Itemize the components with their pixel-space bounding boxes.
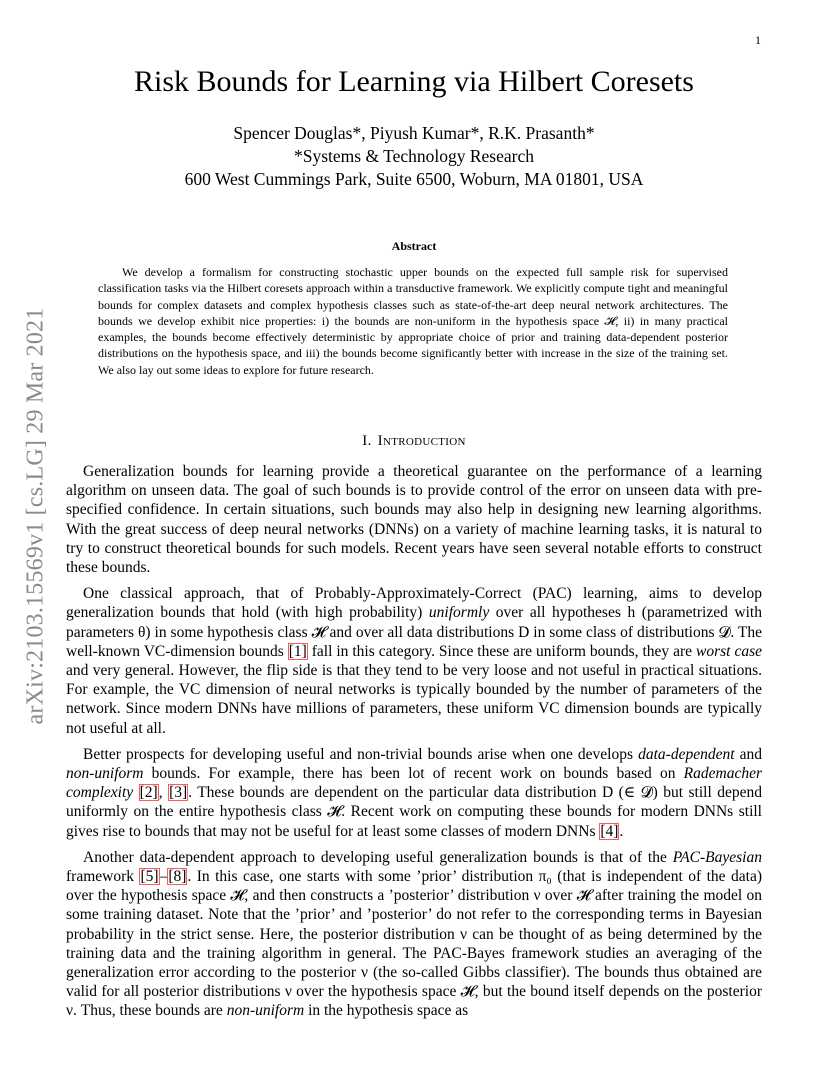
text-run: .	[619, 822, 624, 840]
author-block	[66, 122, 762, 191]
text-run: One classical approach, that of Probably-Approximately-Correct (PAC) learning, aims to develop generalization bounds that hold (with high probability)	[66, 585, 762, 622]
citation-link-5[interactable]: [5]	[140, 868, 159, 886]
paragraph-3	[66, 745, 762, 841]
emphasis: data-dependent	[638, 745, 735, 763]
citation-link-3[interactable]: [3]	[169, 784, 188, 802]
abstract-heading: Abstract	[391, 239, 437, 253]
paragraph-2	[66, 584, 762, 738]
text-run: . In this case, one starts with some ’prior’ distribution π₀ (that is independent of the data) over the hypothesis space 𝓗, and then constructs a ’posterior’ distribution ν over 𝓗 after training the model on some training dataset. Note that the ’prior’ and ’posterior’ do not refer to the corresponding terms in Bayesian probability in the strict sense. Here, the posterior distribution ν can be thought of as being determined by the training data and the training algorithm in general. The PAC-Bayes framework studies an averaging of the generalization error according to the posterior ν (the so-called Gibbs classifier). The bounds thus obtained are valid for all posterior distributions ν over the hypothesis space 𝓗, but the bound itself depends on the posterior ν. Thus, these bounds are	[66, 868, 762, 1020]
paper-title: Risk Bounds for Learning via Hilbert Coresets	[134, 65, 694, 98]
citation-link-4[interactable]: [4]	[600, 822, 619, 840]
text-run	[133, 784, 138, 801]
text-run: over all hypotheses h (parametrized with parameters θ) in some hypothesis class 𝓗 and over all data distributions D in some class of distributions 𝓓. The well-known VC-dimension bounds	[66, 604, 762, 660]
emphasis: Rademacher complexity	[66, 765, 762, 802]
emphasis: non-uniform	[66, 765, 144, 783]
affiliation: *Systems & Technology Research	[293, 146, 534, 166]
text-run: ,	[158, 784, 169, 802]
author-names: Spencer Douglas*, Piyush Kumar*, R.K. Prasanth*	[233, 123, 595, 143]
text-run: and	[734, 745, 762, 763]
section-title: Introduction	[377, 433, 466, 449]
emphasis: non-uniform	[226, 1002, 305, 1020]
text-run: . These bounds are dependent on the particular data distribution D (∈ 𝓓) but still depend uniformly on the entire hypothesis class 𝓗. Recent work on computing these bounds for modern DNNs still gives rise to bounds that may not be useful for at least some classes of modern DNNs	[66, 784, 763, 840]
emphasis: PAC-Bayesian	[672, 848, 762, 866]
text-run: framework	[66, 868, 140, 886]
text-run: Better prospects for developing useful and non-trivial bounds arise when one develops	[83, 745, 639, 763]
emphasis: uniformly	[428, 604, 490, 622]
text-run: bounds. For example, there has been lot of recent work on bounds based on	[143, 765, 684, 783]
text-run: in the hypothesis space as	[304, 1002, 469, 1020]
abstract-text: We develop a formalism for constructing stochastic upper bounds on the expected full sample risk for supervised classification tasks via the Hilbert coresets approach within a transductive framework. We explicitly compute tight and meaningful bounds for complex datasets and complex hypothesis classes such as state-of-the-art deep neural network architectures. The bounds we develop exhibit nice properties: i) the bounds are non-uniform in the hypothesis space 𝓗, ii) in many practical examples, the bounds become effectively deterministic by appropriate choice of prior and training data-dependent posterior distributions on the hypothesis space, and iii) the bounds become significantly better with increase in the size of the training set. We also lay out some ideas to explore for future research.	[98, 265, 728, 377]
citation-link-1[interactable]: [1]	[288, 642, 307, 660]
paragraph-1: Generalization bounds for learning provide a theoretical guarantee on the performance of a learning algorithm on unseen data. The goal of such bounds is to provide control of the error on unseen data with pre-specified confidence. In certain situations, such bounds may also help in designing new learning algorithms. With the great success of deep neural networks (DNNs) on a variety of machine learning tasks, it is natural to try to construct theoretical bounds for such models. Recent years have seen several notable efforts to construct these bounds.	[66, 463, 762, 577]
address: 600 West Cummings Park, Suite 6500, Woburn, MA 01801, USA	[184, 169, 644, 189]
arxiv-identifier-stamp: arXiv:2103.15569v1 [cs.LG] 29 Mar 2021	[22, 307, 49, 725]
text-run: Another data-dependent approach to developing useful generalization bounds is that of the	[83, 848, 673, 866]
paragraph-4	[66, 848, 762, 1021]
body-text	[66, 462, 762, 1028]
section-number: I.	[362, 433, 372, 449]
text-run: –	[159, 868, 168, 886]
citation-link-8[interactable]: [8]	[168, 868, 187, 886]
text-run: fall in this category. Since these are uniform bounds, they are	[307, 642, 697, 660]
page-number: 1	[755, 33, 761, 47]
section-heading	[66, 433, 762, 450]
text-run: and very general. However, the flip side is that they tend to be very loose and not useful in practical situations. For example, the VC dimension of neural networks is typically bounded by the number of parameters of the network. Since modern DNNs have millions of parameters, these uniform VC dimension bounds are typically not useful at all.	[66, 662, 762, 737]
citation-link-2[interactable]: [2]	[139, 784, 158, 802]
emphasis: worst case	[696, 642, 762, 660]
